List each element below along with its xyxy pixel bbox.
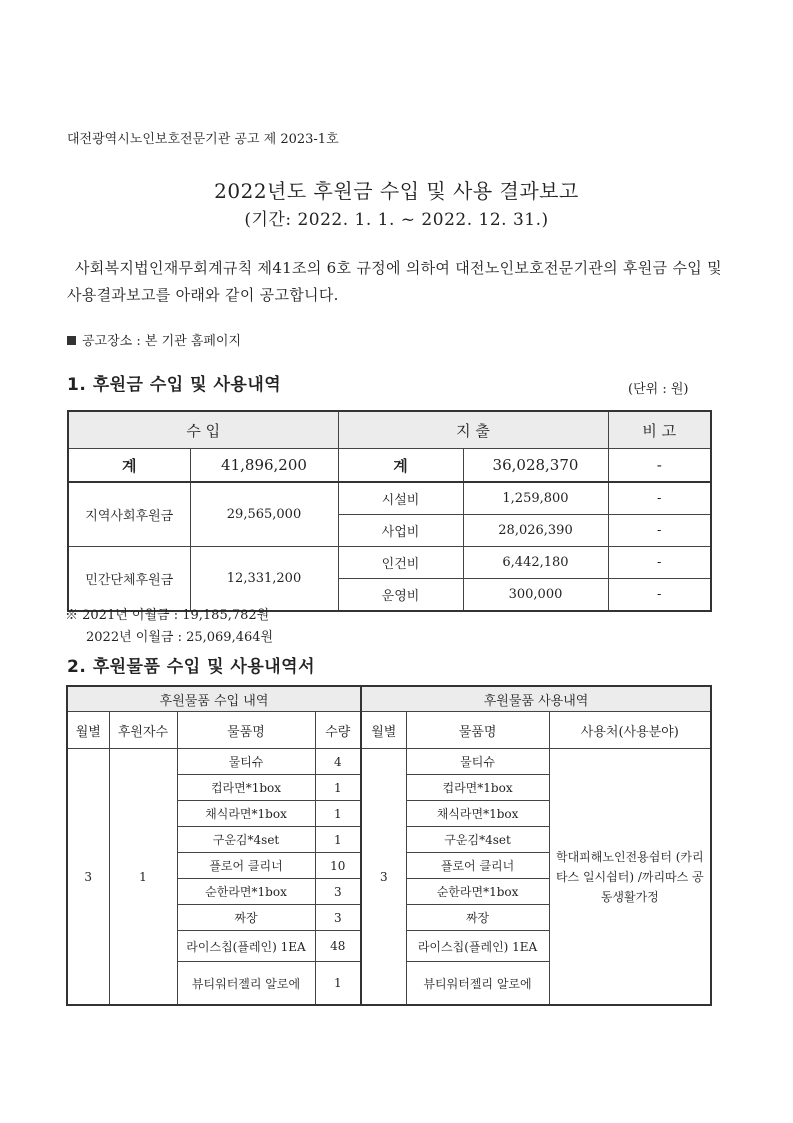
income-label-community: 지역사회후원금	[68, 482, 190, 547]
section2-title: 2. 후원물품 수입 및 사용내역서	[67, 657, 316, 677]
expense-label: 시설비	[338, 482, 463, 515]
expense-header: 지 출	[338, 411, 608, 449]
item-qty: 10	[315, 853, 361, 879]
unit-label: (단위 : 원)	[628, 382, 689, 397]
carryover-2021: ※ 2021년 이월금 : 19,185,782원	[65, 608, 270, 623]
item-name: 물티슈	[177, 749, 315, 775]
expense-remark: -	[608, 547, 711, 579]
income-label-private: 민간단체후원금	[68, 547, 190, 612]
donor-count: 1	[109, 749, 177, 1006]
intro-paragraph: 사회복지법인재무회계규칙 제41조의 6호 규정에 의하여 대전노인보호전문기관의 후원금 수입 및 사용결과보고를 아래와 같이 공고합니다.	[67, 259, 722, 304]
col-qty: 수량	[315, 712, 361, 749]
usage-month: 3	[361, 749, 406, 1006]
item-name: 구운김*4set	[177, 827, 315, 853]
used-item-name: 구운김*4set	[406, 827, 549, 853]
income-month: 3	[67, 749, 109, 1006]
item-qty: 3	[315, 905, 361, 931]
item-qty: 4	[315, 749, 361, 775]
notice-place	[67, 330, 241, 349]
item-qty: 1	[315, 827, 361, 853]
remark-header: 비 고	[608, 411, 711, 449]
notice-number: 대전광역시노인보호전문기관 공고 제 2023-1호	[67, 132, 339, 147]
item-name: 플로어 클리너	[177, 853, 315, 879]
carryover-2022: 2022년 이월금 : 25,069,464원	[86, 630, 274, 645]
expense-remark: -	[608, 482, 711, 515]
item-name: 짜장	[177, 905, 315, 931]
col-month: 월별	[67, 712, 109, 749]
used-item-name: 컵라면*1box	[406, 775, 549, 801]
income-amount-private: 12,331,200	[190, 547, 338, 612]
item-name: 컵라면*1box	[177, 775, 315, 801]
item-name: 라이스칩(플레인) 1EA	[177, 931, 315, 962]
item-name: 채식라면*1box	[177, 801, 315, 827]
item-qty: 48	[315, 931, 361, 962]
expense-amount: 300,000	[463, 579, 608, 612]
item-qty: 1	[315, 775, 361, 801]
notice-place-text: 공고장소 : 본 기관 홈페이지	[82, 334, 242, 349]
expense-amount: 1,259,800	[463, 482, 608, 515]
expense-total-amount: 36,028,370	[463, 449, 608, 483]
item-name: 순한라면*1box	[177, 879, 315, 905]
used-item-name: 플로어 클리너	[406, 853, 549, 879]
income-total-label: 계	[68, 449, 190, 483]
col-donors: 후원자수	[109, 712, 177, 749]
expense-remark: -	[608, 515, 711, 547]
income-amount-community: 29,565,000	[190, 482, 338, 547]
goods-income-header: 후원물품 수입 내역	[67, 686, 361, 712]
section1-title: 1. 후원금 수입 및 사용내역	[67, 375, 282, 395]
used-item-name: 물티슈	[406, 749, 549, 775]
document-title: 2022년도 후원금 수입 및 사용 결과보고	[214, 179, 579, 203]
col-month-usage: 월별	[361, 712, 406, 749]
income-total-amount: 41,896,200	[190, 449, 338, 483]
report-period: (기간: 2022. 1. 1. ~ 2022. 12. 31.)	[244, 210, 549, 230]
donation-money-table	[67, 410, 712, 612]
col-item-usage: 물품명	[406, 712, 549, 749]
used-item-name: 뷰티워터젤리 알로에	[406, 962, 549, 1006]
expense-remark: -	[608, 579, 711, 612]
square-bullet-icon	[67, 336, 76, 345]
usage-place: 학대피해노인전용쉼터 (카리타스 일시쉼터) /까리따스 공동생활가정	[549, 749, 711, 1006]
expense-label: 운영비	[338, 579, 463, 612]
col-usage-place: 사용처(사용분야)	[549, 712, 711, 749]
income-header: 수 입	[68, 411, 338, 449]
used-item-name: 라이스칩(플레인) 1EA	[406, 931, 549, 962]
expense-total-label: 계	[338, 449, 463, 483]
total-remark: -	[608, 449, 711, 483]
expense-label: 인건비	[338, 547, 463, 579]
item-name: 뷰티워터젤리 알로에	[177, 962, 315, 1006]
expense-amount: 6,442,180	[463, 547, 608, 579]
used-item-name: 짜장	[406, 905, 549, 931]
goods-usage-header: 후원물품 사용내역	[361, 686, 711, 712]
item-qty: 1	[315, 801, 361, 827]
expense-amount: 28,026,390	[463, 515, 608, 547]
expense-label: 사업비	[338, 515, 463, 547]
donated-goods-table	[66, 685, 712, 1006]
used-item-name: 순한라면*1box	[406, 879, 549, 905]
item-qty: 1	[315, 962, 361, 1006]
col-item: 물품명	[177, 712, 315, 749]
used-item-name: 채식라면*1box	[406, 801, 549, 827]
item-qty: 3	[315, 879, 361, 905]
